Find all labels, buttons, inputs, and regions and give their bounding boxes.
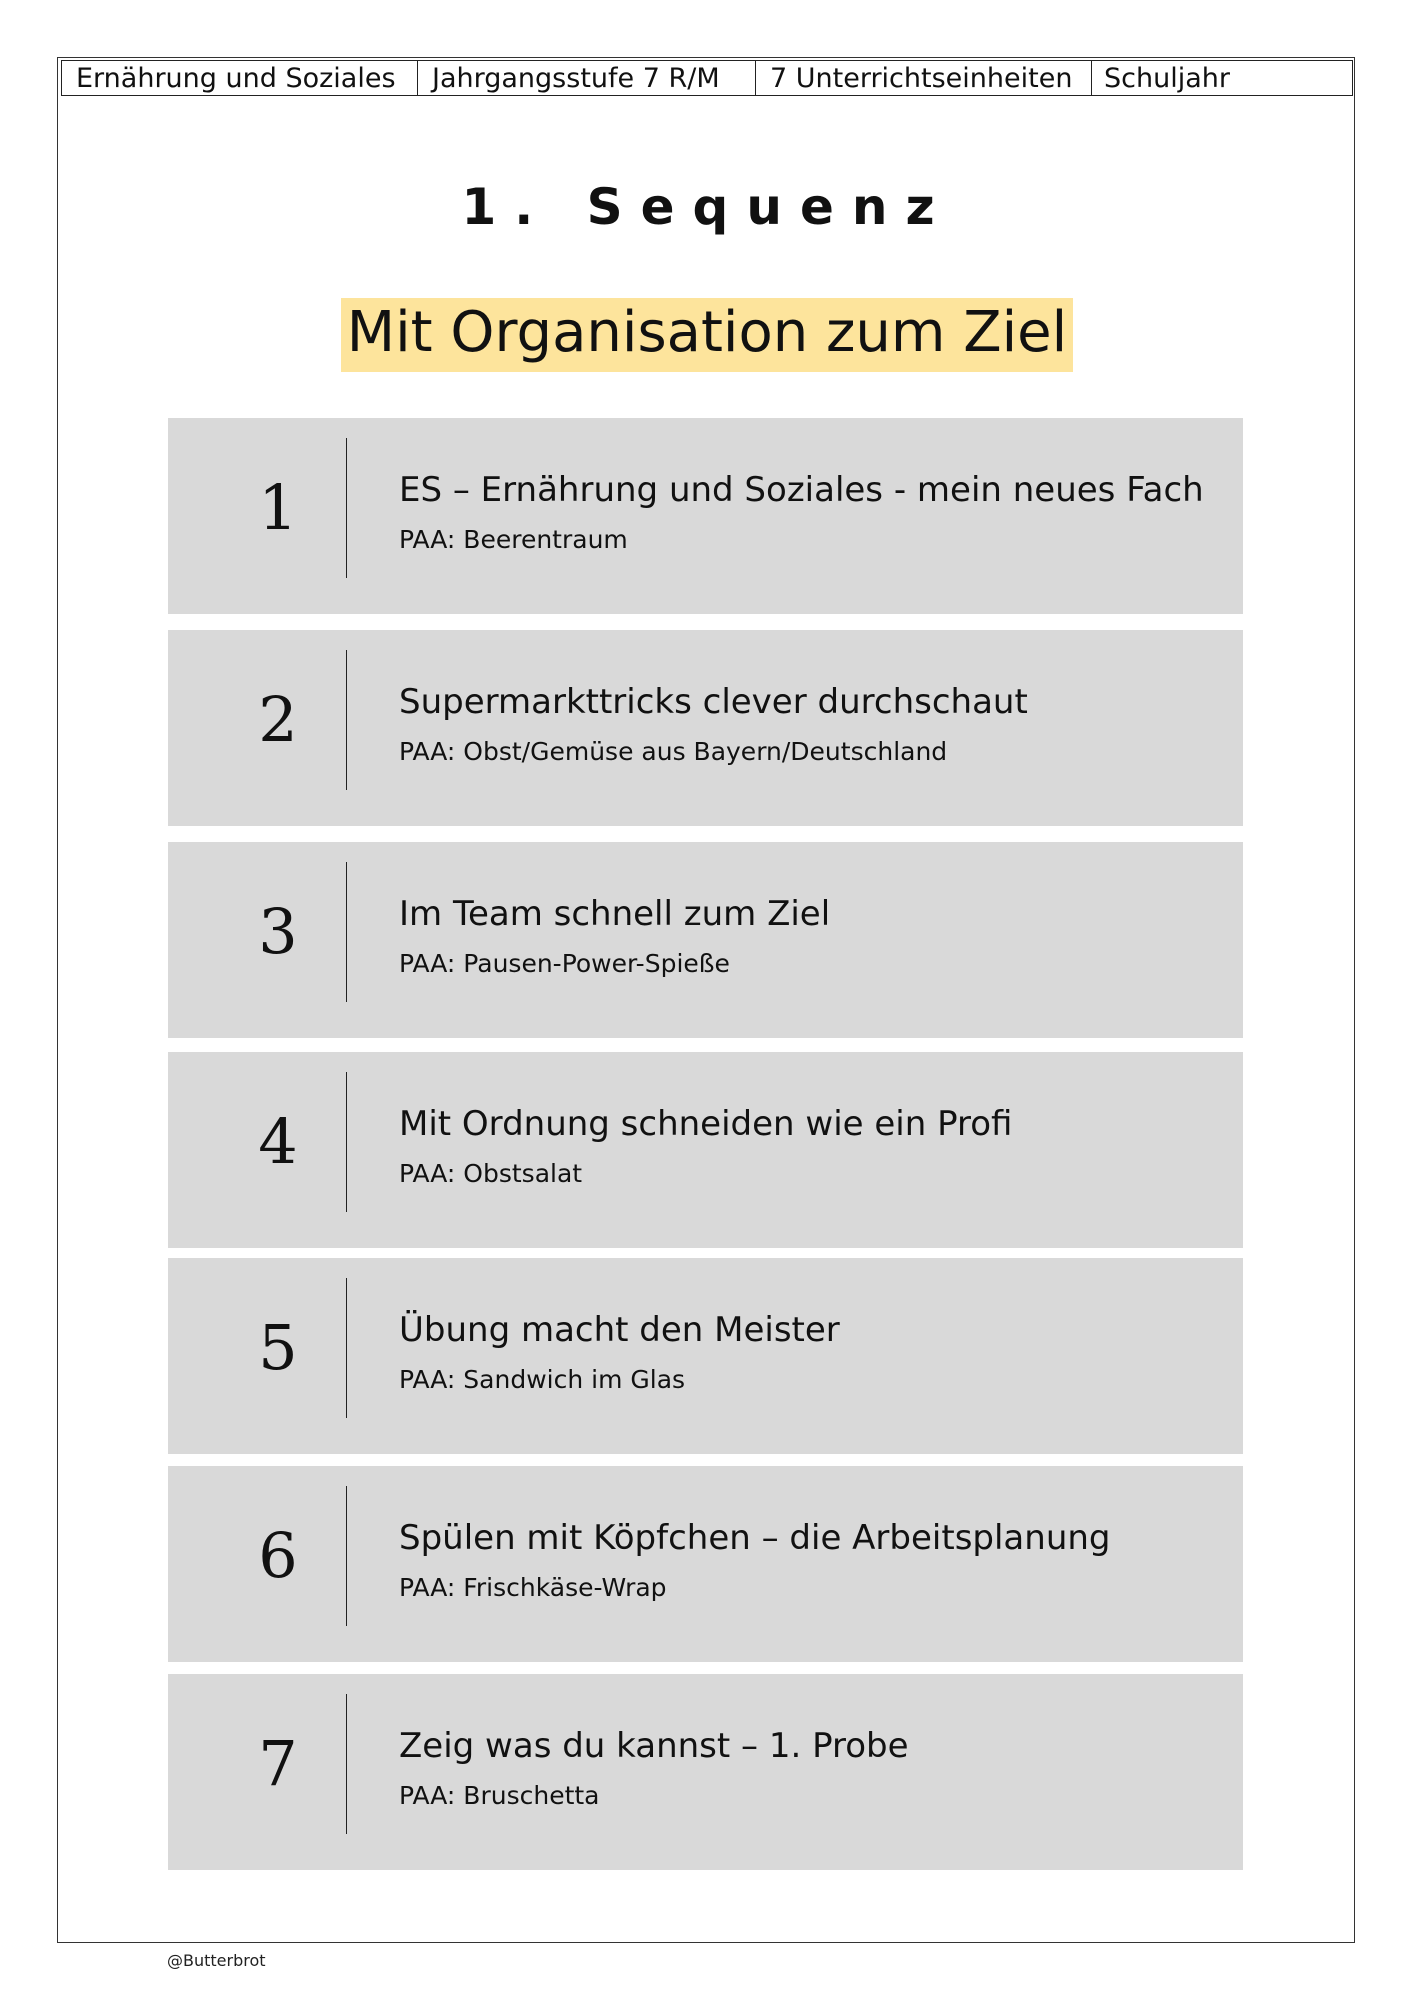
footer-credit: @Butterbrot [167,1951,266,1970]
header-table [61,60,1353,96]
unit-paa: PAA: Frischkäse-Wrap [399,1573,667,1602]
unit-number: 2 [258,683,298,756]
unit-card [168,1466,1243,1662]
unit-divider [346,438,347,578]
unit-card [168,1674,1243,1870]
unit-card [168,418,1243,614]
unit-paa: PAA: Sandwich im Glas [399,1365,686,1394]
unit-number: 5 [258,1311,298,1384]
unit-number: 3 [258,895,298,968]
unit-card [168,842,1243,1038]
header-school-year: Schuljahr [1091,61,1352,95]
unit-card [168,630,1243,826]
header-units-count: 7 Unterrichtseinheiten [755,61,1091,95]
unit-title: Mit Ordnung schneiden wie ein Profi [399,1104,1013,1144]
unit-paa: PAA: Obst/Gemüse aus Bayern/Deutschland [399,737,948,766]
unit-title: Zeig was du kannst – 1. Probe [399,1726,909,1766]
unit-title: Übung macht den Meister [399,1310,840,1350]
unit-card [168,1258,1243,1454]
subtitle-wrapper [0,298,1414,372]
unit-title: Spülen mit Köpfchen – die Arbeitsplanung [399,1518,1111,1558]
unit-paa: PAA: Pausen-Power-Spieße [399,949,730,978]
unit-paa: PAA: Beerentraum [399,525,628,554]
unit-divider [346,1694,347,1834]
unit-divider [346,862,347,1002]
unit-number: 1 [258,471,298,544]
unit-divider [346,1278,347,1418]
unit-paa: PAA: Bruschetta [399,1781,600,1810]
subtitle: Mit Organisation zum Ziel [341,298,1073,372]
sequence-title: 1. Sequenz [461,178,953,236]
unit-divider [346,1486,347,1626]
unit-card [168,1052,1243,1248]
unit-divider [346,1072,347,1212]
header-grade: Jahrgangsstufe 7 R/M [417,61,755,95]
unit-title: ES – Ernährung und Soziales - mein neues Fach [399,470,1204,510]
unit-title: Supermarkttricks clever durchschaut [399,682,1028,722]
unit-number: 6 [258,1519,298,1592]
header-subject: Ernährung und Soziales [76,62,396,94]
unit-number: 4 [258,1105,298,1178]
unit-paa: PAA: Obstsalat [399,1159,583,1188]
unit-number: 7 [258,1727,298,1800]
unit-title: Im Team schnell zum Ziel [399,894,831,934]
unit-divider [346,650,347,790]
